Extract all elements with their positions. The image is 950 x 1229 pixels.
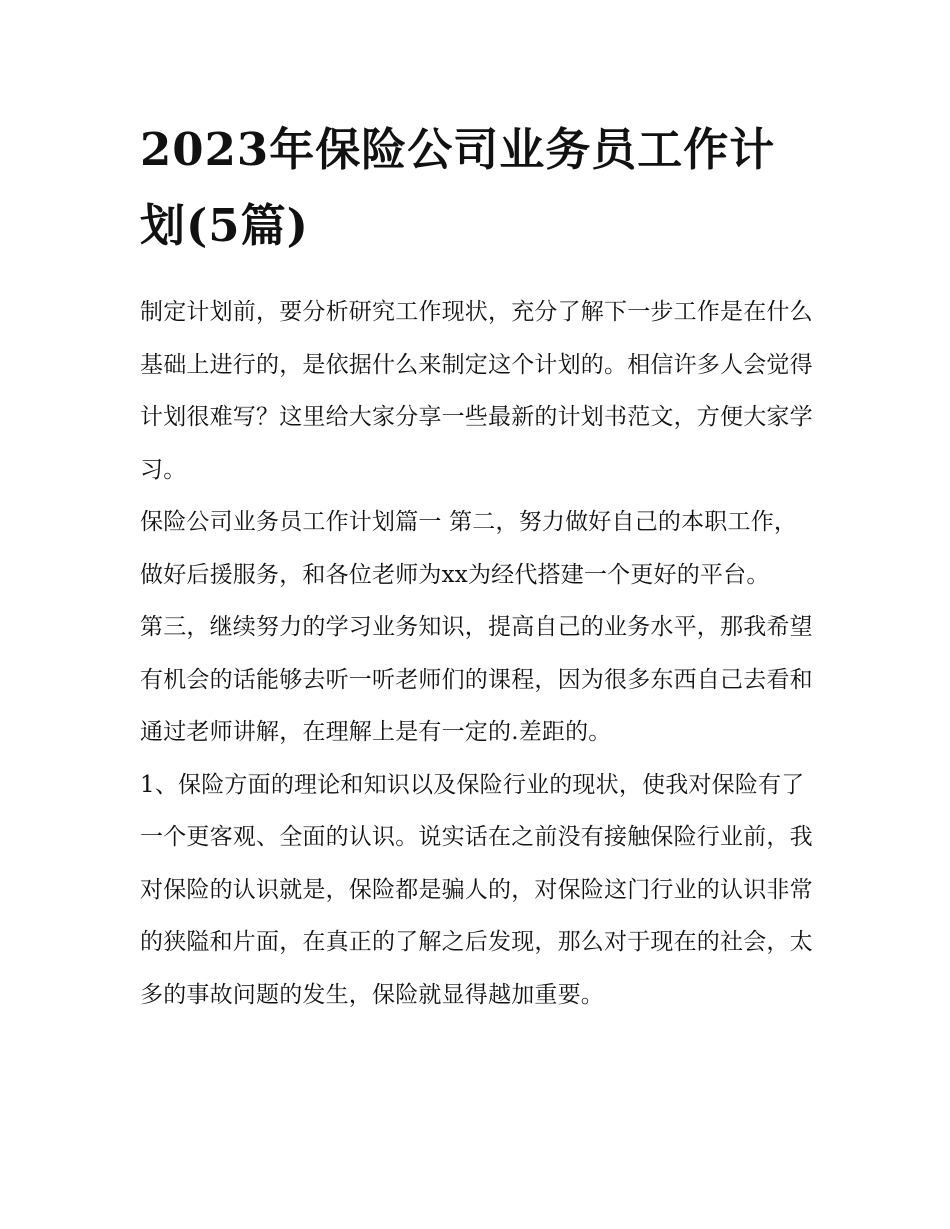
document-title: 2023年保险公司业务员工作计划(5篇) [140, 123, 776, 252]
intro-paragraph: 制定计划前，要分析研究工作现状，充分了解下一步工作是在什么基础上进行的，是依据什么来制定这个计划的。相信许多人会觉得计划很难写？这里给大家分享一些最新的计划书范文，方便大家学习。 [140, 299, 813, 483]
plan-paragraph-three: 1、保险方面的理论和知识以及保险行业的现状，使我对保险有了一个更客观、全面的认识。说实话在之前没有接触保险行业前，我对保险的认识就是，保险都是骗人的，对保险这门行业的认识非常的狭隘和片面，在真正的了解之后发现，那么对于现在的社会，太多的事故问题的发生，保险就显得越加重要。 [140, 771, 813, 1008]
plan-paragraph-two: 第三，继续努力的学习业务知识，提高自己的业务水平，那我希望有机会的话能够去听一听老师们的课程，因为很多东西自己去看和通过老师讲解，在理解上是有一定的.差距的。 [140, 614, 813, 745]
plan-paragraph-one: 保险公司业务员工作计划篇一 第二，努力做好自己的本职工作，做好后援服务，和各位老师为xx为经代搭建一个更好的平台。 [140, 509, 798, 588]
document-body [140, 112, 815, 1021]
